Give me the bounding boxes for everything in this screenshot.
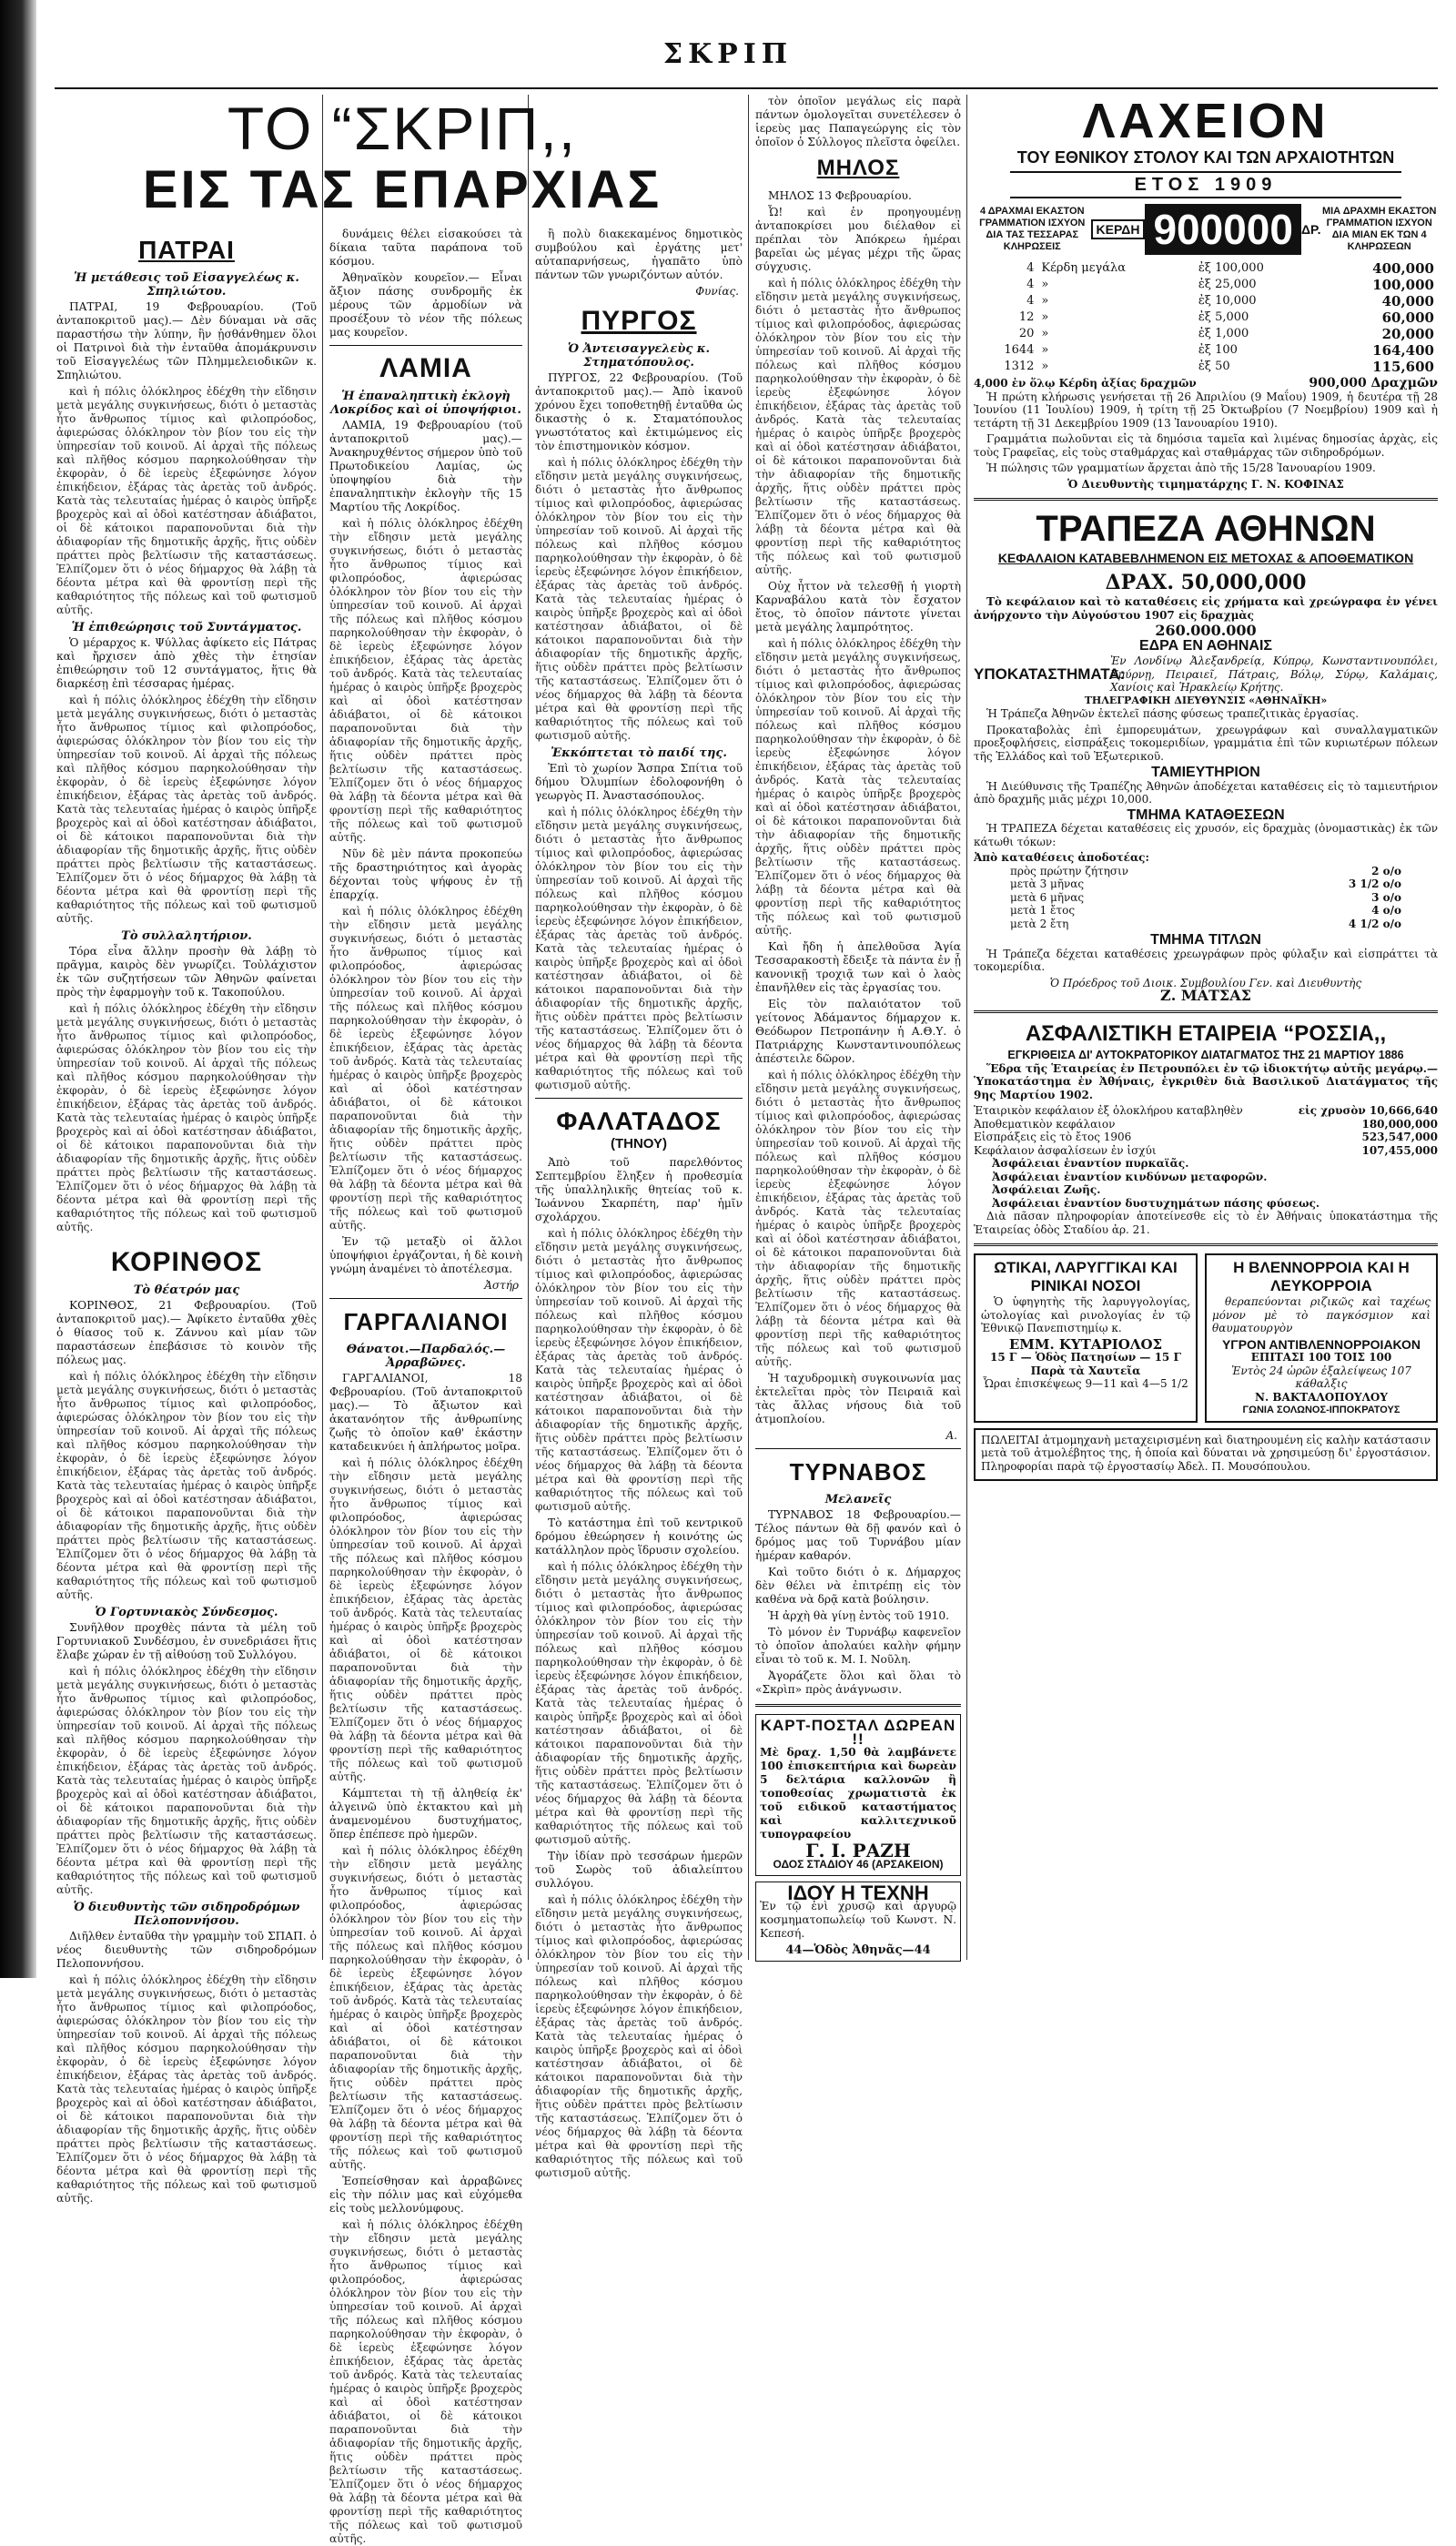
column-rule	[748, 95, 749, 1960]
ad-address: 15 Γ — Ὁδὸς Πατησίων — 15 Γ	[990, 1351, 1181, 1364]
lottery-prize-per: ἐξ 50	[1198, 360, 1230, 373]
lottery-prize-count: 20	[1018, 327, 1035, 340]
article-paragraph: Ἀγοράζετε ὅλοι καὶ ὅλαι τὸ «Σκρὶπ» πρὸς ἀνάγνωσιν.	[755, 1669, 961, 1696]
ad-title: ΩΤΙΚΑΙ, ΛΑΡΥΓΓΙΚΑΙ ΚΑΙ ΡΙΝΙΚΑΙ ΝΟΣΟΙ	[994, 1259, 1178, 1294]
ad-title: ΚΑΡΤ-ΠΟΣΤΑΛ ΔΩΡΕΑΝ !!	[760, 1717, 956, 1748]
article-subhead: Ἡ ἐπαναληπτικὴ ἐκλογὴ Λοκρίδος καὶ οἱ ὑποψήφιοι.	[330, 390, 521, 417]
lottery-prize-row	[974, 277, 1438, 293]
bank-rate-value: 3 1/2 ο/ο	[1348, 877, 1401, 890]
banner-line2: ΕΙΣ ΤΑΣ ΕΠΑΡΧΙΑΣ	[142, 160, 662, 219]
lottery-prize-count: 4	[1026, 278, 1035, 291]
insurance-figure-row	[974, 1131, 1438, 1144]
lottery-prize-per: ἐξ 100,000	[1198, 261, 1264, 275]
bank-seat: ΕΔΡΑ ΕΝ ΑΘΗΝΑΙΣ	[1138, 637, 1272, 654]
divider	[329, 1298, 522, 1299]
article-paragraph: ΛΑΜΙΑ, 19 Φεβρουαρίου (τοῦ ἀνταποκριτοῦ μας).— Ἀνακηρυχθέντος σήμερον ὑπὸ τοῦ Πρωτοδικείου Λαμίας, ὡς ὑποψηφίου διὰ τὴν ἐπαναληπτικὴν ἐκλογὴν τῆς 15 Μαρτίου τῆς Λοκρίδος.	[329, 419, 522, 513]
column-rule	[966, 95, 967, 1960]
bank-rate-row	[974, 904, 1438, 918]
lottery-prize-per: ἐξ 100	[1198, 343, 1238, 357]
ad-title: Η ΒΛΕΝΝΟΡΡΟΙΑ ΚΑΙ Η ΛΕΥΚΟΡΡΟΙΑ	[1233, 1259, 1410, 1294]
article-subhead: Τὸ θέατρόν μας	[133, 1283, 240, 1297]
bank-title: ΤΡΑΠΕΖΑ ΑΘΗΝΩΝ	[1036, 509, 1376, 549]
lottery-prize-row	[974, 293, 1438, 309]
lottery-prize-total: 164,400	[1372, 342, 1434, 359]
column-4	[755, 95, 961, 1961]
bank-rate-row	[974, 877, 1438, 891]
divider	[535, 1098, 743, 1099]
article-paragraph: Ὦ! καὶ ἐν προηγουμένῃ ἀνταποκρίσει μου διέλαθον εἰ πρέπλαι τὸν Ἀπόκρεω ἡμέραι βαρεῖαι ὡς μέγας μέχρι τῆς ὥρας σύγχυσις.	[755, 206, 961, 273]
article-paragraph: ΠΥΡΓΟΣ, 22 Φεβρουαρίου. (Τοῦ ἀνταποκριτοῦ μας).— Ἀπὸ ἱκανοῦ χρόνου ἔχει τοποθετηθῇ ἐνταῦθα ὡς δικαστὴς ὁ κ. Σταματόπουλος γνωστότατος καὶ ἐκτιμώμενος εἰς τὸν ἐπιστημονικὸν κόσμον.	[535, 371, 743, 452]
city-heading-patrai: ΠΑΤΡΑΙ	[138, 236, 235, 264]
ad-ent-doctor	[974, 1253, 1198, 1423]
bank-telegraph: ΤΗΛΕΓΡΑΦΙΚΗ ΔΙΕΥΘΥΝΣΙΣ «ΑΘΗΝΑΪΚΗ»	[1084, 694, 1328, 706]
bank-subtitle: ΚΕΦΑΛΑΙΟΝ ΚΑΤΑΒΕΒΛΗΜΕΝΟΝ ΕΙΣ ΜΕΤΟΧΑΣ & ΑΠΟΘΕΜΑΤΙΚΟΝ	[997, 551, 1414, 565]
insurance-figure-row	[974, 1144, 1438, 1158]
lottery-prize-count: 1644	[1004, 343, 1035, 357]
lottery-prize-table	[974, 260, 1438, 375]
bank-rates-label: Ἀπὸ καταθέσεις ἀποδοτέας:	[974, 851, 1149, 864]
city-heading-gargalianoi: ΓΑΡΓΑΛΙΑΝΟΙ	[343, 1308, 509, 1335]
article-paragraph: Τόρα εἶνα ἄλλην προσὴν θὰ λάβῃ τὸ πρᾶγμα, καιρὸς δὲν γνωρίζει. Τοὐλάχιστον ἐκ τῶν συζητήσεων τῶν Ἀθηνῶν φαίνεται πρὸς τὴν ἐφαρμογὴν τοῦ κ. Τακοπούλου.	[56, 945, 317, 999]
ad-price: ΕΠΙΤΑΣΙ 100 ΤΟΙΣ 100	[1250, 1351, 1392, 1364]
lottery-prize-row	[974, 309, 1438, 326]
lottery-left-note: 4 ΔΡΑΧΜΑΙ ΕΚΑΣΤΟΝ ΓΡΑΜΜΑΤΙΟΝ ΙΣΧΥΟΝ ΔΙΑ ΤΑΣ ΤΕΣΣΑΡΑΣ ΚΛΗΡΩΣΕΙΣ	[979, 206, 1086, 252]
lottery-prize-per: ἐξ 25,000	[1198, 278, 1257, 291]
lottery-prize-row	[974, 260, 1438, 277]
article-paragraph: καὶ ἡ πόλις ὁλόκληρος ἐδέχθη τὴν εἴδησιν μετὰ μεγάλης συγκινήσεως, διότι ὁ μεταστὰς ἦτο ἄνθρωπος τίμιος καὶ φιλοπρόοδος, ἀφιερώσας ὁλόκληρον τὸν βίον του εἰς τὴν ὑπηρεσίαν τοῦ κοινοῦ. Αἱ ἀρχαὶ τῆς πόλεως καὶ πλῆθος κόσμου παρηκολούθησαν τὴν ἐκφορὰν, ὁ δὲ ἱερεὺς ἐξεφώνησε λόγον ἐπικήδειον, ἐξάρας τὰς ἀρετὰς τοῦ ἀνδρός. Κατὰ τὰς τελευταίας ἡμέρας ὁ καιρὸς ὑπῆρξε βροχερὸς καὶ αἱ ὁδοὶ κατέστησαν ἀδιάβατοι, οἱ δὲ κάτοικοι παραπονοῦνται διὰ τὴν ἀδιαφορίαν τῆς δημοτικῆς ἀρχῆς, ἥτις οὐδὲν πράττει πρὸς βελτίωσιν τῆς καταστάσεως. Ἐλπίζομεν ὅτι ὁ νέος δήμαρχος θὰ λάβῃ τὰ δέοντα μέτρα καὶ θὰ φροντίσῃ περὶ τῆς καθαριότητος τῆς πόλεως καὶ τοῦ φωτισμοῦ αὐτῆς.	[329, 1844, 522, 2171]
bank-rate-value: 2 ο/ο	[1371, 864, 1401, 877]
ad-body: θεραπεύονται ριζικῶς καὶ ταχέως μόνον μὲ τὸ παγκόσμιον καὶ θαυματουργὸν	[1212, 1295, 1431, 1334]
lottery-prize-label: »	[1041, 360, 1049, 373]
article-paragraph: Διῆλθεν ἐνταῦθα τὴν γραμμὴν τοῦ ΣΠΑΠ. ὁ νέος διευθυντὴς τῶν σιδηροδρόμων Πελοποννήσου.	[56, 1930, 317, 1970]
insurance-figure-row	[974, 1118, 1438, 1131]
column-3	[535, 228, 743, 2179]
ad-corner: ΓΩΝΙΑ ΣΟΛΩΝΟΣ-ΙΠΠΟΚΡΑΤΟΥΣ	[1242, 1405, 1400, 1415]
insurance-type: Ἀσφάλειαι Ζωῆς.	[992, 1183, 1101, 1196]
article-paragraph: καὶ ἡ πόλις ὁλόκληρος ἐδέχθη τὴν εἴδησιν μετὰ μεγάλης συγκινήσεως, διότι ὁ μεταστὰς ἦτο ἄνθρωπος τίμιος καὶ φιλοπρόοδος, ἀφιερώσας ὁλόκληρον τὸν βίον του εἰς τὴν ὑπηρεσίαν τοῦ κοινοῦ. Αἱ ἀρχαὶ τῆς πόλεως καὶ πλῆθος κόσμου παρηκολούθησαν τὴν ἐκφορὰν, ὁ δὲ ἱερεὺς ἐξεφώνησε λόγον ἐπικήδειον, ἐξάρας τὰς ἀρετὰς τοῦ ἀνδρός. Κατὰ τὰς τελευταίας ἡμέρας ὁ καιρὸς ὑπῆρξε βροχερὸς καὶ αἱ ὁδοὶ κατέστησαν ἀδιάβατοι, οἱ δὲ κάτοικοι παραπονοῦνται διὰ τὴν ἀδιαφορίαν τῆς δημοτικῆς ἀρχῆς, ἥτις οὐδὲν πράττει πρὸς βελτίωσιν τῆς καταστάσεως. Ἐλπίζομεν ὅτι ὁ νέος δήμαρχος θὰ λάβῃ τὰ δέοντα μέτρα καὶ θὰ φροντίσῃ περὶ τῆς καθαριότητος τῆς πόλεως καὶ τοῦ φωτισμοῦ αὐτῆς.	[535, 1893, 743, 2179]
lottery-subtitle: ΤΟΥ ΕΘΝΙΚΟΥ ΣΤΟΛΟΥ ΚΑΙ ΤΩΝ ΑΡΧΑΙΟΤΗΤΩΝ	[1016, 148, 1395, 167]
article-paragraph: καὶ ἡ πόλις ὁλόκληρος ἐδέχθη τὴν εἴδησιν μετὰ μεγάλης συγκινήσεως, διότι ὁ μεταστὰς ἦτο ἄνθρωπος τίμιος καὶ φιλοπρόοδος, ἀφιερώσας ὁλόκληρον τὸν βίον του εἰς τὴν ὑπηρεσίαν τοῦ κοινοῦ. Αἱ ἀρχαὶ τῆς πόλεως καὶ πλῆθος κόσμου παρηκολούθησαν τὴν ἐκφορὰν, ὁ δὲ ἱερεὺς ἐξεφώνησε λόγον ἐπικήδειον, ἐξάρας τὰς ἀρετὰς τοῦ ἀνδρός. Κατὰ τὰς τελευταίας ἡμέρας ὁ καιρὸς ὑπῆρξε βροχερὸς καὶ αἱ ὁδοὶ κατέστησαν ἀδιάβατοι, οἱ δὲ κάτοικοι παραπονοῦνται διὰ τὴν ἀδιαφορίαν τῆς δημοτικῆς ἀρχῆς, ἥτις οὐδὲν πράττει πρὸς βελτίωσιν τῆς καταστάσεως. Ἐλπίζομεν ὅτι ὁ νέος δήμαρχος θὰ λάβῃ τὰ δέοντα μέτρα καὶ θὰ φροντίσῃ περὶ τῆς καθαριότητος τῆς πόλεως καὶ τοῦ φωτισμοῦ αὐτῆς.	[755, 637, 962, 937]
article-paragraph: Εἰς τὸν παλαιότατον τοῦ γείτονος Ἀδάμαντος δήμαρχον κ. Θεόδωρον Πετροπάνην ἡ Α.Θ.Υ. ὁ Πατριάρχης Κωνσταντινουπόλεως ἀπέστειλε δῶρον.	[755, 998, 961, 1065]
lottery-paragraph: Ἡ πώλησις τῶν γραμματίων ἄρχεται ἀπὸ τῆς 15/28 Ἰανουαρίου 1909.	[986, 462, 1376, 474]
article-paragraph: ΓΑΡΓΑΛΙΑΝΟΙ, 18 Φεβρουαρίου. (Τοῦ ἀνταποκριτοῦ μας).— Τὸ ἄξιωτον καὶ ἀκατανόητον τῆς ἀνθρωπίνης ζωῆς τὸ ὁποῖον καθ' ἑκάστην καταδεικνύει ἡ ἀπλήρωτος μοῖρα.	[329, 1372, 522, 1453]
insurance-title: ΑΣΦΑΛΙΣΤΙΚΗ ΕΤΑΙΡΕΙΑ “ΡΟΣΣΙΑ,,	[1025, 1020, 1387, 1046]
insurance-types	[974, 1157, 1438, 1210]
article-paragraph: δυνάμεις θέλει εἰσακούσει τὰ δίκαια ταῦτα παράπονα τοῦ κόσμου.	[329, 228, 522, 268]
lottery-kerdi: ΚΕΡΔΗ	[1091, 219, 1146, 240]
insurance-figure-value: 523,547,000	[1361, 1131, 1438, 1143]
lottery-prize-label: »	[1041, 327, 1049, 340]
city-subheading-tinos: (ΤΗΝΟΥ)	[610, 1136, 668, 1151]
bank-capital-note: Τὸ κεφάλαιον καὶ τὸ καταθέσεις εἰς χρήματα καὶ χρεώγραφα ἐν γένει ἀνήρχοντο τὴν Αὐγούστου 1907 εἰς δραχμὰς	[974, 595, 1438, 622]
article-paragraph: Ὁ μέραρχος κ. Ψύλλας ἀφίκετο εἰς Πάτρας καὶ ἤρχισεν ἀπὸ χθὲς τὴν ἐτησίαν ἐπιθεώρησιν τοῦ 12 συντάγματος, ἥτις θὰ διαρκέσῃ ἐπὶ τέσσαρας ἡμέρας.	[56, 636, 317, 690]
article-paragraph: Ἐν τῷ μεταξὺ οἱ ἄλλοι ὑποψήφιοι ἐργάζονται, ἡ δὲ κοινὴ γνώμη ἀναμένει τὸ ἀποτέλεσμα.	[329, 1235, 522, 1275]
lottery-prize-count: 12	[1018, 310, 1035, 324]
article-paragraph: καὶ ἡ πόλις ὁλόκληρος ἐδέχθη τὴν εἴδησιν μετὰ μεγάλης συγκινήσεως, διότι ὁ μεταστὰς ἦτο ἄνθρωπος τίμιος καὶ φιλοπρόοδος, ἀφιερώσας ὁλόκληρον τὸν βίον του εἰς τὴν ὑπηρεσίαν τοῦ κοινοῦ. Αἱ ἀρχαὶ τῆς πόλεως καὶ πλῆθος κόσμου παρηκολούθησαν τὴν ἐκφορὰν, ὁ δὲ ἱερεὺς ἐξεφώνησε λόγον ἐπικήδειον, ἐξάρας τὰς ἀρετὰς τοῦ ἀνδρός. Κατὰ τὰς τελευταίας ἡμέρας ὁ καιρὸς ὑπῆρξε βροχερὸς καὶ αἱ ὁδοὶ κατέστησαν ἀδιάβατοι, οἱ δὲ κάτοικοι παραπονοῦνται διὰ τὴν ἀδιαφορίαν τῆς δημοτικῆς ἀρχῆς, ἥτις οὐδὲν πράττει πρὸς βελτίωσιν τῆς καταστάσεως. Ἐλπίζομεν ὅτι ὁ νέος δήμαρχος θὰ λάβῃ τὰ δέοντα μέτρα καὶ θὰ φροντίσῃ περὶ τῆς καθαριότητος τῆς πόλεως καὶ τοῦ φωτισμοῦ αὐτῆς.	[329, 1456, 522, 1783]
lottery-unit: ΔΡ.	[1300, 221, 1321, 237]
ad-seller: Ν. ΒΑΚΤΑΛΟΠΟΥΛΟΥ	[1255, 1390, 1388, 1404]
bank-rate-term: μετὰ 1 ἔτος	[1010, 904, 1076, 917]
insurance-figure-value: εἰς χρυσὸν 10,666,640	[1298, 1104, 1438, 1117]
insurance-ad	[974, 1020, 1438, 1237]
ad-product: ΥΓΡΟΝ ΑΝΤΙΒΛΕΝΝΟΡΡΟΙΑΚΟΝ	[1221, 1336, 1421, 1352]
insurance-figure-label: Ἑταιρικὸν κεφάλαιον ἐξ ὁλοκλήρου καταβληθὲν	[974, 1104, 1243, 1117]
article-paragraph: Κάμπτεται τὴ τῇ ἀληθείᾳ ἐκ' ἀλγεινῶ ὑπὸ ἐκτακτου καὶ μὴ ἀναμενομένου δυστυχήματος, ὅπερ ἐπέπεσε πρὸ ἡμερῶν.	[329, 1787, 522, 1841]
ad-jeweller	[755, 1882, 961, 1962]
ad-doctor-name: ΕΜΜ. ΚΥΤΑΡΙΟΛΟΣ	[1008, 1335, 1163, 1353]
article-paragraph: καὶ ἡ πόλις ὁλόκληρος ἐδέχθη τὴν εἴδησιν μετὰ μεγάλης συγκινήσεως, διότι ὁ μεταστὰς ἦτο ἄνθρωπος τίμιος καὶ φιλοπρόοδος, ἀφιερώσας ὁλόκληρον τὸν βίον του εἰς τὴν ὑπηρεσίαν τοῦ κοινοῦ. Αἱ ἀρχαὶ τῆς πόλεως καὶ πλῆθος κόσμου παρηκολούθησαν τὴν ἐκφορὰν, ὁ δὲ ἱερεὺς ἐξεφώνησε λόγον ἐπικήδειον, ἐξάρας τὰς ἀρετὰς τοῦ ἀνδρός. Κατὰ τὰς τελευταίας ἡμέρας ὁ καιρὸς ὑπῆρξε βροχερὸς καὶ αἱ ὁδοὶ κατέστησαν ἀδιάβατοι, οἱ δὲ κάτοικοι παραπονοῦνται διὰ τὴν ἀδιαφορίαν τῆς δημοτικῆς ἀρχῆς, ἥτις οὐδὲν πράττει πρὸς βελτίωσιν τῆς καταστάσεως. Ἐλπίζομεν ὅτι ὁ νέος δήμαρχος θὰ λάβῃ τὰ δέοντα μέτρα καὶ θὰ φροντίσῃ περὶ τῆς καθαριότητος τῆς πόλεως καὶ τοῦ φωτισμοῦ αὐτῆς.	[535, 456, 743, 742]
bank-rate-row	[974, 918, 1438, 931]
article-paragraph: καὶ ἡ πόλις ὁλόκληρος ἐδέχθη τὴν εἴδησιν μετὰ μεγάλης συγκινήσεως, διότι ὁ μεταστὰς ἦτο ἄνθρωπος τίμιος καὶ φιλοπρόοδος, ἀφιερώσας ὁλόκληρον τὸν βίον του εἰς τὴν ὑπηρεσίαν τοῦ κοινοῦ. Αἱ ἀρχαὶ τῆς πόλεως καὶ πλῆθος κόσμου παρηκολούθησαν τὴν ἐκφορὰν, ὁ δὲ ἱερεὺς ἐξεφώνησε λόγον ἐπικήδειον, ἐξάρας τὰς ἀρετὰς τοῦ ἀνδρός. Κατὰ τὰς τελευταίας ἡμέρας ὁ καιρὸς ὑπῆρξε βροχερὸς καὶ αἱ ὁδοὶ κατέστησαν ἀδιάβατοι, οἱ δὲ κάτοικοι παραπονοῦνται διὰ τὴν ἀδιαφορίαν τῆς δημοτικῆς ἀρχῆς, ἥτις οὐδὲν πράττει πρὸς βελτίωσιν τῆς καταστάσεως. Ἐλπίζομεν ὅτι ὁ νέος δήμαρχος θὰ λάβῃ τὰ δέοντα μέτρα καὶ θὰ φροντίσῃ περὶ τῆς καθαριότητος τῆς πόλεως καὶ τοῦ φωτισμοῦ αὐτῆς.	[56, 694, 317, 925]
article-paragraph: Νῦν δὲ μὲν πάντα προκοπεύω τῆς δραστηριότητος καὶ ἀγορὰς δέχονται τοὺς ψήφους ἐν τῇ ἐπαρχίᾳ.	[329, 847, 522, 901]
lottery-ad	[974, 95, 1438, 491]
bank-paragraph: Προκαταβολὰς ἐπὶ ἐμπορευμάτων, χρεωγράφων καὶ συναλλαγματικῶν προεξοφλήσεις, εἰσπράξεις τοκομεριδίων, γραμμάτια ἐπὶ τῶν κυριωτέρων πόλεων τῆς Ἑλλάδος καὶ τοῦ Ἐξωτερικοῦ.	[974, 723, 1438, 763]
article-paragraph: Οὐχ ἧττον νὰ τελεσθῇ ἡ γιορτὴ Καρναβάλου κατὰ τὸν ἔσχατον ἔτος, τὸ ὁποῖον πάντοτε γίνεται μετὰ μεγάλης λαμπρότητος.	[755, 580, 961, 634]
article-paragraph: Συνῆλθον προχθὲς πάντα τὰ μέλη τοῦ Γορτυνιακοῦ Συνδέσμου, ἐν συνεδριάσει ἥτις ἔλαβε χώραν ἐν τῇ αἰθούσῃ τοῦ Συλλόγου.	[56, 1621, 317, 1661]
bank-rate-term: πρὸς πρώτην ζήτησιν	[1010, 864, 1129, 877]
divider	[974, 498, 1438, 501]
signature: Φυνίας.	[695, 285, 739, 298]
lottery-prize-total: 40,000	[1381, 293, 1434, 309]
insurance-figure-row	[974, 1104, 1438, 1118]
lottery-title: ΛΑΧΕΙΟΝ	[1082, 94, 1330, 148]
bank-signature: Ζ. ΜΑΤΣΑΣ	[1160, 987, 1251, 1004]
article-paragraph: ἢ πολὺ διακεκαμένος δημοτικὸς συμβούλου καὶ ἐργάτης μετ' αὐταπαρνήσεως, ἠγαπᾶτο ὑπὸ πάντων τῶν γνωριζόντων αὐτόν.	[535, 228, 743, 281]
bank-rate-value: 4 ο/ο	[1371, 904, 1401, 917]
lottery-prize-total: 20,000	[1381, 326, 1434, 342]
article-subhead: Ὁ διευθυντὴς τῶν σιδηροδρόμων Πελοποννήσου.	[73, 1901, 300, 1928]
lottery-prize-total: 100,000	[1372, 277, 1434, 293]
lottery-amount: 900000	[1145, 204, 1301, 255]
ad-address: ΟΔΟΣ ΣΤΑΔΙΟΥ 46 (ΑΡΣΑΚΕΙΟΝ)	[773, 1858, 944, 1871]
lottery-prize-total: 400,000	[1372, 260, 1434, 277]
article-paragraph: καὶ ἡ πόλις ὁλόκληρος ἐδέχθη τὴν εἴδησιν μετὰ μεγάλης συγκινήσεως, διότι ὁ μεταστὰς ἦτο ἄνθρωπος τίμιος καὶ φιλοπρόοδος, ἀφιερώσας ὁλόκληρον τὸν βίον του εἰς τὴν ὑπηρεσίαν τοῦ κοινοῦ. Αἱ ἀρχαὶ τῆς πόλεως καὶ πλῆθος κόσμου παρηκολούθησαν τὴν ἐκφορὰν, ὁ δὲ ἱερεὺς ἐξεφώνησε λόγον ἐπικήδειον, ἐξάρας τὰς ἀρετὰς τοῦ ἀνδρός. Κατὰ τὰς τελευταίας ἡμέρας ὁ καιρὸς ὑπῆρξε βροχερὸς καὶ αἱ ὁδοὶ κατέστησαν ἀδιάβατοι, οἱ δὲ κάτοικοι παραπονοῦνται διὰ τὴν ἀδιαφορίαν τῆς δημοτικῆς ἀρχῆς, ἥτις οὐδὲν πράττει πρὸς βελτίωσιν τῆς καταστάσεως. Ἐλπίζομεν ὅτι ὁ νέος δήμαρχος θὰ λάβῃ τὰ δέοντα μέτρα καὶ θὰ φροντίσῃ περὶ τῆς καθαριότητος τῆς πόλεως καὶ τοῦ φωτισμοῦ αὐτῆς.	[755, 277, 962, 576]
article-paragraph: καὶ ἡ πόλις ὁλόκληρος ἐδέχθη τὴν εἴδησιν μετὰ μεγάλης συγκινήσεως, διότι ὁ μεταστὰς ἦτο ἄνθρωπος τίμιος καὶ φιλοπρόοδος, ἀφιερώσας ὁλόκληρον τὸν βίον του εἰς τὴν ὑπηρεσίαν τοῦ κοινοῦ. Αἱ ἀρχαὶ τῆς πόλεως καὶ πλῆθος κόσμου παρηκολούθησαν τὴν ἐκφορὰν, ὁ δὲ ἱερεὺς ἐξεφώνησε λόγον ἐπικήδειον, ἐξάρας τὰς ἀρετὰς τοῦ ἀνδρός. Κατὰ τὰς τελευταίας ἡμέρας ὁ καιρὸς ὑπῆρξε βροχερὸς καὶ αἱ ὁδοὶ κατέστησαν ἀδιάβατοι, οἱ δὲ κάτοικοι παραπονοῦνται διὰ τὴν ἀδιαφορίαν τῆς δημοτικῆς ἀρχῆς, ἥτις οὐδὲν πράττει πρὸς βελτίωσιν τῆς καταστάσεως. Ἐλπίζομεν ὅτι ὁ νέος δήμαρχος θὰ λάβῃ τὰ δέοντα μέτρα καὶ θὰ φροντίσῃ περὶ τῆς καθαριότητος τῆς πόλεως καὶ τοῦ φωτισμοῦ αὐτῆς.	[535, 1560, 743, 1846]
signature: Ἀστήρ	[484, 1279, 519, 1292]
ad-title: ΙΔΟΥ Η ΤΕΧΝΗ	[787, 1882, 929, 1904]
ad-body: Μὲ δραχ. 1,50 θὰ λαμβάνετε 100 ἐπισκεπτήρια καὶ δωρεὰν 5 δελτάρια καλλονῶν ἢ τοποθεσίας χρωματιστὰ ἐκ τοῦ ειδικοῦ καταστήματος καὶ καλλιτεχνικοῦ τυπογραφείου	[760, 1746, 956, 1841]
insurance-subtitle: ΕΓΚΡΙΘΕΙΣΑ ΔΙ' ΑΥΤΟΚΡΑΤΟΡΙΚΟΥ ΔΙΑΤΑΓΜΑΤΟΣ ΤΗΣ 21 ΜΑΡΤΙΟΥ 1886	[1007, 1048, 1404, 1061]
article-paragraph: Ἐπὶ τὸ χωρίον Ἄσπρα Σπίτια τοῦ δήμου Ὀλυμπίων ἐδολοφονήθη ὁ γεωργὸς Π. Ἀναστασόπουλος.	[535, 762, 743, 802]
article-paragraph: καὶ ἡ πόλις ὁλόκληρος ἐδέχθη τὴν εἴδησιν μετὰ μεγάλης συγκινήσεως, διότι ὁ μεταστὰς ἦτο ἄνθρωπος τίμιος καὶ φιλοπρόοδος, ἀφιερώσας ὁλόκληρον τὸν βίον του εἰς τὴν ὑπηρεσίαν τοῦ κοινοῦ. Αἱ ἀρχαὶ τῆς πόλεως καὶ πλῆθος κόσμου παρηκολούθησαν τὴν ἐκφορὰν, ὁ δὲ ἱερεὺς ἐξεφώνησε λόγον ἐπικήδειον, ἐξάρας τὰς ἀρετὰς τοῦ ἀνδρός. Κατὰ τὰς τελευταίας ἡμέρας ὁ καιρὸς ὑπῆρξε βροχερὸς καὶ αἱ ὁδοὶ κατέστησαν ἀδιάβατοι, οἱ δὲ κάτοικοι παραπονοῦνται διὰ τὴν ἀδιαφορίαν τῆς δημοτικῆς ἀρχῆς, ἥτις οὐδὲν πράττει πρὸς βελτίωσιν τῆς καταστάσεως. Ἐλπίζομεν ὅτι ὁ νέος δήμαρχος θὰ λάβῃ τὰ δέοντα μέτρα καὶ θὰ φροντίσῃ περὶ τῆς καθαριότητος τῆς πόλεως καὶ τοῦ φωτισμοῦ αὐτῆς.	[329, 905, 522, 1232]
insurance-figure-value: 180,000,000	[1361, 1117, 1438, 1131]
article-subhead: Θάνατοι.—Παρδαλός.—Ἀρραβῶνες.	[346, 1343, 506, 1370]
banner-line1: ΤΟ “ΣΚΡΙΠ,,	[227, 95, 578, 162]
lottery-prize-label: Κέρδη μεγάλα	[1041, 261, 1127, 275]
column-rule	[528, 95, 529, 1960]
article-subhead: Ὁ Γορτυνιακὸς Σύνδεσμος.	[95, 1606, 278, 1619]
bank-savings-text: Ἡ Διεύθυνσις τῆς Τραπέζης Ἀθηνῶν ἀποδέχεται καταθέσεις εἰς τὸ ταμιευτήριον ἀπὸ δραχμῆς μιᾶς μέχρι 10,000.	[974, 779, 1438, 806]
lottery-prize-row	[974, 342, 1438, 359]
lottery-prize-total: 115,600	[1372, 359, 1434, 375]
lottery-sum-label: 4,000 ἐν ὅλῳ Κέρδη ἀξίας δραχμῶν	[974, 377, 1197, 390]
article-paragraph: ΚΟΡΙΝΘΟΣ, 21 Φεβρουαρίου. (Τοῦ ἀνταποκριτοῦ μας).— Ἀφίκετο ἐνταῦθα χθὲς ὁ θίασος τοῦ κ. Ζάννου καὶ μίαν τῶν παραστάσεων ἐπεβάσισε τὸ κοινὸν τῆς πόλεως μας.	[56, 1299, 317, 1366]
bank-capital: ΔΡΑΧ. 50,000,000	[1105, 571, 1307, 594]
article-subhead: Ἡ ἐπιθεώρησις τοῦ Συντάγματος.	[71, 621, 302, 634]
insurance-figure-label: Κεφάλαιον ἀσφαλίσεων ἐν ἰσχύι	[974, 1143, 1157, 1157]
bank-rate-value: 4 1/2 ο/ο	[1348, 917, 1401, 930]
article-subhead: Ὁ Ἀντεισαγγελεὺς κ. Στηματόπουλος.	[567, 342, 711, 370]
lottery-paragraph: Ἡ πρώτη κλήρωσις γενήσεται τῇ 26 Ἀπριλίου (9 Μαΐου) 1909, ἡ δευτέρα τῇ 28 Ἰουνίου (11 Ἰουλίου) 1909, ἡ τρίτη τῇ 25 Ὀκτωβρίου (7 Νοεμβρίου) 1909 καὶ ἡ τετάρτη τῇ 31 Δεκεμβρίου 1909 (13 Ἰανουαρίου 1910).	[974, 390, 1438, 430]
ad-medicine	[1205, 1253, 1438, 1423]
bank-capital-total: 260.000.000	[1155, 622, 1257, 639]
divider	[974, 1010, 1438, 1013]
article-paragraph: Ἀπὸ τοῦ παρελθόντος Σεπτεμβρίου ἔληξεν ἡ προθεσμία τῆς ὑπαλληλικῆς θητείας τοῦ κ. Ἰωάννου Σκαρπέτη, παρ' ἡμῖν σχολάρχου.	[535, 1156, 743, 1223]
article-paragraph: καὶ ἡ πόλις ὁλόκληρος ἐδέχθη τὴν εἴδησιν μετὰ μεγάλης συγκινήσεως, διότι ὁ μεταστὰς ἦτο ἄνθρωπος τίμιος καὶ φιλοπρόοδος, ἀφιερώσας ὁλόκληρον τὸν βίον του εἰς τὴν ὑπηρεσίαν τοῦ κοινοῦ. Αἱ ἀρχαὶ τῆς πόλεως καὶ πλῆθος κόσμου παρηκολούθησαν τὴν ἐκφορὰν, ὁ δὲ ἱερεὺς ἐξεφώνησε λόγον ἐπικήδειον, ἐξάρας τὰς ἀρετὰς τοῦ ἀνδρός. Κατὰ τὰς τελευταίας ἡμέρας ὁ καιρὸς ὑπῆρξε βροχερὸς καὶ αἱ ὁδοὶ κατέστησαν ἀδιάβατοι, οἱ δὲ κάτοικοι παραπονοῦνται διὰ τὴν ἀδιαφορίαν τῆς δημοτικῆς ἀρχῆς, ἥτις οὐδὲν πράττει πρὸς βελτίωσιν τῆς καταστάσεως. Ἐλπίζομεν ὅτι ὁ νέος δήμαρχος θὰ λάβῃ τὰ δέοντα μέτρα καὶ θὰ φροντίσῃ περὶ τῆς καθαριότητος τῆς πόλεως καὶ τοῦ φωτισμοῦ αὐτῆς.	[56, 1370, 317, 1601]
insurance-figure-value: 107,455,000	[1361, 1143, 1438, 1157]
bank-ad	[974, 508, 1438, 1003]
article-paragraph: Τὸ κατάστημα ἐπὶ τοῦ κεντρικοῦ δρόμου ἐθεώρησεν ἡ κοινότης ὡς κατάλληλον πρὸς ἵδρυσιν σχολείου.	[535, 1516, 743, 1557]
lottery-prize-label: »	[1041, 294, 1049, 308]
city-heading-pyrgos: ΠΥΡΓΟΣ	[581, 306, 697, 336]
article-subhead: Ἐκκόπτεται τὸ παιδί της.	[551, 746, 727, 760]
city-heading-korinthos: ΚΟΡΙΝΘΟΣ	[110, 1247, 263, 1277]
article-paragraph: Καὶ τοῦτο διότι ὁ κ. Δήμαρχος δὲν θέλει νὰ ἐπιτρέπῃ εἰς τὸν καθένα νὰ δρᾷ κατὰ βούλησιν.	[755, 1566, 961, 1606]
article-paragraph: ΤΥΡΝΑΒΟΣ 18 Φεβρουαρίου.— Τέλος πάντων θὰ δῇ φανόν καὶ ὁ δρόμος μας τοῦ Τυρνάβου μίαν ἡμέραν καθαρόν.	[755, 1508, 961, 1562]
divider	[755, 1448, 961, 1449]
lottery-prize-label: »	[1041, 343, 1049, 357]
ad-body: ΠΩΛΕΙΤΑΙ ἀτμομηχανὴ μεταχειρισμένη καὶ διατηρουμένη εἰς καλὴν κατάστασιν μετὰ τοῦ ἀτμολέβητος της, ἡ ὁποία καὶ δύναται νὰ χρησιμεύσῃ δι' ἐργοστάσιον. Πληροφορίαι παρὰ τῷ ἐργοστασίῳ Ἀδελ. Π. Μουσόπουλου.	[981, 1433, 1431, 1473]
lottery-prize-per: ἐξ 10,000	[1198, 294, 1257, 308]
ad-body: Ὁ ὑφηγητὴς τῆς λαρυγγολογίας, ὠτολογίας καὶ ρινολογίας ἐν τῷ Ἐθνικῷ Πανεπιστημίῳ κ.	[981, 1295, 1190, 1334]
ad-hours: Ὧραι ἐπισκέψεως 9—11 καὶ 4—5 1/2	[983, 1377, 1188, 1390]
bank-titles-text: Ἡ Τράπεζα δέχεται καταθέσεις χρεωγράφων πρὸς φύλαξιν καὶ εἰσπράττει τὰ τοκομερίδια.	[974, 947, 1438, 973]
lottery-sum-value: 900,000 Δραχμῶν	[1309, 376, 1438, 391]
scan-edge	[0, 0, 36, 1978]
lottery-prize-row	[974, 326, 1438, 342]
article-paragraph: καὶ ἡ πόλις ὁλόκληρος ἐδέχθη τὴν εἴδησιν μετὰ μεγάλης συγκινήσεως, διότι ὁ μεταστὰς ἦτο ἄνθρωπος τίμιος καὶ φιλοπρόοδος, ἀφιερώσας ὁλόκληρον τὸν βίον του εἰς τὴν ὑπηρεσίαν τοῦ κοινοῦ. Αἱ ἀρχαὶ τῆς πόλεως καὶ πλῆθος κόσμου παρηκολούθησαν τὴν ἐκφορὰν, ὁ δὲ ἱερεὺς ἐξεφώνησε λόγον ἐπικήδειον, ἐξάρας τὰς ἀρετὰς τοῦ ἀνδρός. Κατὰ τὰς τελευταίας ἡμέρας ὁ καιρὸς ὑπῆρξε βροχερὸς καὶ αἱ ὁδοὶ κατέστησαν ἀδιάβατοι, οἱ δὲ κάτοικοι παραπονοῦνται διὰ τὴν ἀδιαφορίαν τῆς δημοτικῆς ἀρχῆς, ἥτις οὐδὲν πράττει πρὸς βελτίωσιν τῆς καταστάσεως. Ἐλπίζομεν ὅτι ὁ νέος δήμαρχος θὰ λάβῃ τὰ δέοντα μέτρα καὶ θὰ φροντίσῃ περὶ τῆς καθαριότητος τῆς πόλεως καὶ τοῦ φωτισμοῦ αὐτῆς.	[535, 1227, 743, 1513]
bank-rate-row	[974, 891, 1438, 905]
column-5-ads	[974, 95, 1438, 1961]
lottery-prize-label: »	[1041, 310, 1049, 324]
insurance-figure-label: Εἰσπράξεις εἰς τὸ ἔτος 1906	[974, 1131, 1132, 1143]
insurance-figures	[974, 1104, 1438, 1157]
bank-branches: Ἐν Λονδίνῳ Ἀλεξανδρείᾳ, Κύπρῳ, Κωνσταντινουπόλει, Σμύρνῃ, Πειραιεῖ, Πάτραις, Βόλῳ, Σύρῳ, Καλάμαις, Χανίοις καὶ Ἡρακλείῳ Κρήτης.	[1110, 654, 1438, 694]
article-paragraph: Τὴν ἰδίαν πρὸ τεσσάρων ἡμερῶν τοῦ Σωρὸς τοῦ ἀδιαλείπτου συλλόγου.	[535, 1850, 743, 1890]
insurance-figure-label: Ἀποθεματικὸν κεφάλαιον	[974, 1117, 1116, 1131]
article-paragraph: καὶ ἡ πόλις ὁλόκληρος ἐδέχθη τὴν εἴδησιν μετὰ μεγάλης συγκινήσεως, διότι ὁ μεταστὰς ἦτο ἄνθρωπος τίμιος καὶ φιλοπρόοδος, ἀφιερώσας ὁλόκληρον τὸν βίον του εἰς τὴν ὑπηρεσίαν τοῦ κοινοῦ. Αἱ ἀρχαὶ τῆς πόλεως καὶ πλῆθος κόσμου παρηκολούθησαν τὴν ἐκφορὰν, ὁ δὲ ἱερεὺς ἐξεφώνησε λόγον ἐπικήδειον, ἐξάρας τὰς ἀρετὰς τοῦ ἀνδρός. Κατὰ τὰς τελευταίας ἡμέρας ὁ καιρὸς ὑπῆρξε βροχερὸς καὶ αἱ ὁδοὶ κατέστησαν ἀδιάβατοι, οἱ δὲ κάτοικοι παραπονοῦνται διὰ τὴν ἀδιαφορίαν τῆς δημοτικῆς ἀρχῆς, ἥτις οὐδὲν πράττει πρὸς βελτίωσιν τῆς καταστάσεως. Ἐλπίζομεν ὅτι ὁ νέος δήμαρχος θὰ λάβῃ τὰ δέοντα μέτρα καὶ θὰ φροντίσῃ περὶ τῆς καθαριότητος τῆς πόλεως καὶ τοῦ φωτισμοῦ αὐτῆς.	[56, 385, 317, 616]
article-paragraph: καὶ ἡ πόλις ὁλόκληρος ἐδέχθη τὴν εἴδησιν μετὰ μεγάλης συγκινήσεως, διότι ὁ μεταστὰς ἦτο ἄνθρωπος τίμιος καὶ φιλοπρόοδος, ἀφιερώσας ὁλόκληρον τὸν βίον του εἰς τὴν ὑπηρεσίαν τοῦ κοινοῦ. Αἱ ἀρχαὶ τῆς πόλεως καὶ πλῆθος κόσμου παρηκολούθησαν τὴν ἐκφορὰν, ὁ δὲ ἱερεὺς ἐξεφώνησε λόγον ἐπικήδειον, ἐξάρας τὰς ἀρετὰς τοῦ ἀνδρός. Κατὰ τὰς τελευταίας ἡμέρας ὁ καιρὸς ὑπῆρξε βροχερὸς καὶ αἱ ὁδοὶ κατέστησαν ἀδιάβατοι, οἱ δὲ κάτοικοι παραπονοῦνται διὰ τὴν ἀδιαφορίαν τῆς δημοτικῆς ἀρχῆς, ἥτις οὐδὲν πράττει πρὸς βελτίωσιν τῆς καταστάσεως. Ἐλπίζομεν ὅτι ὁ νέος δήμαρχος θὰ λάβῃ τὰ δέοντα μέτρα καὶ θὰ φροντίσῃ περὶ τῆς καθαριότητος τῆς πόλεως καὶ τοῦ φωτισμοῦ αὐτῆς.	[56, 1002, 317, 1233]
lottery-prize-count: 4	[1026, 294, 1035, 308]
article-paragraph: Ἐσπείσθησαν καὶ ἀρραβῶνες εἰς τὴν πόλιν μας καὶ εὐχόμεθα εἰς τοὺς μελλονύμφους.	[329, 2175, 522, 2215]
lottery-right-note: ΜΙΑ ΔΡΑΧΜΗ ΕΚΑΣΤΟΝ ΓΡΑΜΜΑΤΙΟΝ ΙΣΧΥΟΝ ΔΙΑ ΜΙΑΝ ΕΚ ΤΩΝ 4 ΚΛΗΡΩΣΕΩΝ	[1321, 206, 1437, 252]
article-paragraph: καὶ ἡ πόλις ὁλόκληρος ἐδέχθη τὴν εἴδησιν μετὰ μεγάλης συγκινήσεως, διότι ὁ μεταστὰς ἦτο ἄνθρωπος τίμιος καὶ φιλοπρόοδος, ἀφιερώσας ὁλόκληρον τὸν βίον του εἰς τὴν ὑπηρεσίαν τοῦ κοινοῦ. Αἱ ἀρχαὶ τῆς πόλεως καὶ πλῆθος κόσμου παρηκολούθησαν τὴν ἐκφορὰν, ὁ δὲ ἱερεὺς ἐξεφώνησε λόγον ἐπικήδειον, ἐξάρας τὰς ἀρετὰς τοῦ ἀνδρός. Κατὰ τὰς τελευταίας ἡμέρας ὁ καιρὸς ὑπῆρξε βροχερὸς καὶ αἱ ὁδοὶ κατέστησαν ἀδιάβατοι, οἱ δὲ κάτοικοι παραπονοῦνται διὰ τὴν ἀδιαφορίαν τῆς δημοτικῆς ἀρχῆς, ἥτις οὐδὲν πράττει πρὸς βελτίωσιν τῆς καταστάσεως. Ἐλπίζομεν ὅτι ὁ νέος δήμαρχος θὰ λάβῃ τὰ δέοντα μέτρα καὶ θὰ φροντίσῃ περὶ τῆς καθαριότητος τῆς πόλεως καὶ τοῦ φωτισμοῦ αὐτῆς.	[56, 1665, 317, 1896]
article-paragraph: καὶ ἡ πόλις ὁλόκληρος ἐδέχθη τὴν εἴδησιν μετὰ μεγάλης συγκινήσεως, διότι ὁ μεταστὰς ἦτο ἄνθρωπος τίμιος καὶ φιλοπρόοδος, ἀφιερώσας ὁλόκληρον τὸν βίον του εἰς τὴν ὑπηρεσίαν τοῦ κοινοῦ. Αἱ ἀρχαὶ τῆς πόλεως καὶ πλῆθος κόσμου παρηκολούθησαν τὴν ἐκφορὰν, ὁ δὲ ἱερεὺς ἐξεφώνησε λόγον ἐπικήδειον, ἐξάρας τὰς ἀρετὰς τοῦ ἀνδρός. Κατὰ τὰς τελευταίας ἡμέρας ὁ καιρὸς ὑπῆρξε βροχερὸς καὶ αἱ ὁδοὶ κατέστησαν ἀδιάβατοι, οἱ δὲ κάτοικοι παραπονοῦνται διὰ τὴν ἀδιαφορίαν τῆς δημοτικῆς ἀρχῆς, ἥτις οὐδὲν πράττει πρὸς βελτίωσιν τῆς καταστάσεως. Ἐλπίζομεν ὅτι ὁ νέος δήμαρχος θὰ λάβῃ τὰ δέοντα μέτρα καὶ θὰ φροντίσῃ περὶ τῆς καθαριότητος τῆς πόλεως καὶ τοῦ φωτισμοῦ αὐτῆς.	[329, 517, 522, 844]
lottery-prize-per: ἐξ 1,000	[1198, 327, 1249, 340]
bank-rate-term: μετὰ 2 ἔτη	[1010, 917, 1069, 930]
article-paragraph: Ἡ ἀρχὴ θὰ γίνῃ ἐντὸς τοῦ 1910.	[768, 1609, 949, 1622]
city-heading-tyrnavos: ΤΥΡΝΑΒΟΣ	[789, 1458, 927, 1486]
article-paragraph: καὶ ἡ πόλις ὁλόκληρος ἐδέχθη τὴν εἴδησιν μετὰ μεγάλης συγκινήσεως, διότι ὁ μεταστὰς ἦτο ἄνθρωπος τίμιος καὶ φιλοπρόοδος, ἀφιερώσας ὁλόκληρον τὸν βίον του εἰς τὴν ὑπηρεσίαν τοῦ κοινοῦ. Αἱ ἀρχαὶ τῆς πόλεως καὶ πλῆθος κόσμου παρηκολούθησαν τὴν ἐκφορὰν, ὁ δὲ ἱερεὺς ἐξεφώνησε λόγον ἐπικήδειον, ἐξάρας τὰς ἀρετὰς τοῦ ἀνδρός. Κατὰ τὰς τελευταίας ἡμέρας ὁ καιρὸς ὑπῆρξε βροχερὸς καὶ αἱ ὁδοὶ κατέστησαν ἀδιάβατοι, οἱ δὲ κάτοικοι παραπονοῦνται διὰ τὴν ἀδιαφορίαν τῆς δημοτικῆς ἀρχῆς, ἥτις οὐδὲν πράττει πρὸς βελτίωσιν τῆς καταστάσεως. Ἐλπίζομεν ὅτι ὁ νέος δήμαρχος θὰ λάβῃ τὰ δέοντα μέτρα καὶ θὰ φροντίσῃ περὶ τῆς καθαριότητος τῆς πόλεως καὶ τοῦ φωτισμοῦ αὐτῆς.	[56, 1973, 317, 2205]
lottery-prize-count: 1312	[1004, 360, 1035, 373]
bank-sign-label: Ὁ Πρόεδρος τοῦ Διοικ. Συμβουλίου Γεν. καὶ Διευθυντὴς	[1049, 976, 1362, 989]
bank-rate-row	[974, 865, 1438, 878]
masthead: ΣΚΡΙΠ	[662, 38, 794, 70]
article-subhead: Μελανεῖς	[824, 1493, 892, 1506]
bank-paragraph: Ἡ Τράπεζα Ἀθηνῶν ἐκτελεῖ πάσης φύσεως τραπεζιτικὰς ἐργασίας.	[986, 707, 1360, 720]
lottery-prize-total: 60,000	[1381, 309, 1434, 326]
column-rule	[322, 95, 323, 1960]
lottery-prize-row	[974, 359, 1438, 375]
article-paragraph: καὶ ἡ πόλις ὁλόκληρος ἐδέχθη τὴν εἴδησιν μετὰ μεγάλης συγκινήσεως, διότι ὁ μεταστὰς ἦτο ἄνθρωπος τίμιος καὶ φιλοπρόοδος, ἀφιερώσας ὁλόκληρον τὸν βίον του εἰς τὴν ὑπηρεσίαν τοῦ κοινοῦ. Αἱ ἀρχαὶ τῆς πόλεως καὶ πλῆθος κόσμου παρηκολούθησαν τὴν ἐκφορὰν, ὁ δὲ ἱερεὺς ἐξεφώνησε λόγον ἐπικήδειον, ἐξάρας τὰς ἀρετὰς τοῦ ἀνδρός. Κατὰ τὰς τελευταίας ἡμέρας ὁ καιρὸς ὑπῆρξε βροχερὸς καὶ αἱ ὁδοὶ κατέστησαν ἀδιάβατοι, οἱ δὲ κάτοικοι παραπονοῦνται διὰ τὴν ἀδιαφορίαν τῆς δημοτικῆς ἀρχῆς, ἥτις οὐδὲν πράττει πρὸς βελτίωσιν τῆς καταστάσεως. Ἐλπίζομεν ὅτι ὁ νέος δήμαρχος θὰ λάβῃ τὰ δέοντα μέτρα καὶ θὰ φροντίσῃ περὶ τῆς καθαριότητος τῆς πόλεως καὶ τοῦ φωτισμοῦ αὐτῆς.	[755, 1069, 962, 1368]
ad-address: 44—Ὁδὸς Ἀθηνᾶς—44	[785, 1943, 931, 1957]
bank-deposits-title: ΤΜΗΜΑ ΚΑΤΑΘΕΣΕΩΝ	[1127, 806, 1285, 823]
article-paragraph: Καὶ ἤδη ἡ ἀπελθοῦσα Ἁγία Τεσσαρακοστὴ ἔδειξε τὰ πάντα ἐν ᾗ κανονικῇ τροχιᾷ των καὶ ὁ λαὸς ἐπανῆλθεν εἰς τὰς ἐργασίας του.	[755, 940, 961, 994]
ad-body: Ἐν τῷ ἐνὶ χρυσῷ καὶ ἀργυρῷ κοσμηματοπωλείῳ τοῦ Κωνστ. Ν. Κεπεσή.	[760, 1900, 956, 1940]
article-subhead: Ἡ μετάθεσις τοῦ Εἰσαγγελέως κ. Σπηλιώτου.	[74, 271, 299, 299]
bank-titles-title: ΤΜΗΜΑ ΤΙΤΛΩΝ	[1150, 932, 1261, 948]
lottery-year: ΕΤΟΣ 1909	[1010, 171, 1401, 198]
bank-deposits-text: Ἡ ΤΡΑΠΕΖΑ δέχεται καταθέσεις εἰς χρυσόν, εἰς δραχμὰς (ὀνομαστικὰς) ἐκ τῶν κάτωθι τόκων:	[974, 822, 1438, 848]
divider	[755, 1704, 961, 1707]
lottery-prize-label: »	[1041, 278, 1049, 291]
article-paragraph: ΠΑΤΡΑΙ, 19 Φεβρουαρίου. (Τοῦ ἀνταποκριτοῦ μας).— Δὲν δύναμαι νὰ σᾶς παραστήσω τὴν λύπην, ἣν ᾐσθάνθημεν ὅλοι οἱ Πατρινοὶ διὰ τὴν ἐνταῦθα ἀπομάκρυνσιν τοῦ Εἰσαγγελέως τῶν Πλημμελειοδικῶν κ. Σπηλιώτου.	[56, 300, 317, 381]
bank-savings-title: ΤΑΜΙΕΥΤΗΡΙΟΝ	[1151, 765, 1260, 780]
divider	[329, 345, 522, 346]
bank-rate-term: μετὰ 3 μῆνας	[1010, 877, 1085, 890]
article-paragraph: τὸν ὁποῖον μεγάλως εἰς παρὰ πάντων ὁμολογεῖται συνετέλεσεν ὁ ἱερεὺς μας Παπαγεώργης εἰς τὸν ὁποῖον ὁ Σύλλογος πλεῖστα ὀφείλει.	[755, 95, 961, 148]
ad-postcards	[755, 1714, 961, 1876]
city-heading-lamia: ΛΑΜΙΑ	[379, 353, 472, 383]
lottery-prize-per: ἐξ 5,000	[1198, 310, 1249, 324]
article-paragraph: Ἀθηναϊκὸν κουρεῖον.— Εἶναι ἄξιον πάσης συνδρομῆς ἐκ μέρους τῶν ἀρμοδίων νὰ προσέξουν τὸ νέον τῆς πόλεως μας κουρεῖον.	[329, 271, 522, 339]
bank-rates-list	[974, 865, 1438, 931]
insurance-footer: Διὰ πᾶσαν πληροφορίαν ἀποτείνεσθε εἰς τὸ ἐν Ἀθήναις ὑποκατάστημα τῆς Ἑταιρείας ὁδὸς Σταδίου ἀρ. 21.	[974, 1210, 1438, 1236]
article-paragraph: Τὸ μόνον ἐν Τυρνάβῳ καφενεῖον τὸ ὁποῖον ἀπολαύει καλὴν φήμην εἶναι τὸ τοῦ κ. Μ. Ι. Νοῦλη.	[755, 1626, 961, 1666]
article-subhead: Τὸ συλλαλητήριον.	[121, 929, 252, 943]
article-paragraph: Ἡ ταχυδρομικὴ συγκοινωνία μας ἐκτελεῖται πρὸς τὸν Πειραιᾶ καὶ τὰς ἄλλας νήσους διὰ τοῦ ἀτμοπλοίου.	[755, 1372, 961, 1425]
lottery-signature: Ὁ Διευθυντὴς τιμηματάρχης Γ. Ν. ΚΟΦΙΝΑΣ	[1067, 477, 1344, 491]
insurance-type: Ἀσφάλειαι ἐναντίον κινδύνων μεταφορῶν.	[992, 1170, 1268, 1183]
bank-branches-label: ΥΠΟΚΑΤΑΣΤΗΜΑΤΑ:	[974, 664, 1126, 683]
ad-note: Ἐντὸς 24 ὡρῶν ἐξαλείψεως 107 κάθαλξις	[1231, 1364, 1411, 1390]
insurance-type: Ἀσφάλειαι ἐναντίον πυρκαϊᾶς.	[992, 1157, 1189, 1170]
lottery-paragraph: Γραμμάτια πωλοῦνται εἰς τὰ δημόσια ταμεῖα καὶ λιμένας δημοσίας ἀρχὰς, εἰς τοὺς Γραφεῖας, εἰς τοὺς σταθμάρχας καὶ σταθμάρχας τῶν σιδηροδρόμων.	[974, 432, 1438, 459]
bank-rate-value: 3 ο/ο	[1371, 890, 1401, 904]
article-paragraph: καὶ ἡ πόλις ὁλόκληρος ἐδέχθη τὴν εἴδησιν μετὰ μεγάλης συγκινήσεως, διότι ὁ μεταστὰς ἦτο ἄνθρωπος τίμιος καὶ φιλοπρόοδος, ἀφιερώσας ὁλόκληρον τὸν βίον του εἰς τὴν ὑπηρεσίαν τοῦ κοινοῦ. Αἱ ἀρχαὶ τῆς πόλεως καὶ πλῆθος κόσμου παρηκολούθησαν τὴν ἐκφορὰν, ὁ δὲ ἱερεὺς ἐξεφώνησε λόγον ἐπικήδειον, ἐξάρας τὰς ἀρετὰς τοῦ ἀνδρός. Κατὰ τὰς τελευταίας ἡμέρας ὁ καιρὸς ὑπῆρξε βροχερὸς καὶ αἱ ὁδοὶ κατέστησαν ἀδιάβατοι, οἱ δὲ κάτοικοι παραπονοῦνται διὰ τὴν ἀδιαφορίαν τῆς δημοτικῆς ἀρχῆς, ἥτις οὐδὲν πράττει πρὸς βελτίωσιν τῆς καταστάσεως. Ἐλπίζομεν ὅτι ὁ νέος δήμαρχος θὰ λάβῃ τὰ δέοντα μέτρα καὶ θὰ φροντίσῃ περὶ τῆς καθαριότητος τῆς πόλεως καὶ τοῦ φωτισμοῦ αὐτῆς.	[329, 2218, 522, 2545]
signature: Α.	[945, 1429, 957, 1442]
column-2	[329, 228, 522, 2545]
city-heading-milos: ΜΗΛΟΣ	[816, 156, 900, 180]
ad-machine-sale	[974, 1428, 1438, 1482]
lottery-prize-count: 4	[1026, 261, 1035, 275]
insurance-type: Ἀσφάλειαι ἐναντίον δυστυχημάτων πάσης φύσεως.	[992, 1196, 1320, 1210]
insurance-intro: Ἕδρα τῆς Ἑταιρείας ἐν Πετρουπόλει ἐν τῷ ἰδιοκτήτῳ αὐτῆς μεγάρῳ.— Ὑποκατάστημα ἐν Ἀθήναις, ἐγκριθὲν διὰ Βασιλικοῦ Διατάγματος τῆς 9ης Μαρτίου 1902.	[974, 1061, 1438, 1101]
bank-rate-term: μετὰ 6 μῆνας	[1010, 890, 1085, 904]
banner	[56, 96, 748, 220]
city-heading-falatados: ΦΑΛΑΤΑΔΟΣ	[556, 1107, 722, 1135]
column-1	[56, 228, 317, 2205]
ad-place: Παρὰ τὰ Χαυτεῖα	[1030, 1364, 1141, 1377]
divider	[974, 1243, 1438, 1246]
article-paragraph: ΜΗΛΟΣ 13 Φεβρουαρίου.	[768, 189, 912, 202]
article-paragraph: καὶ ἡ πόλις ὁλόκληρος ἐδέχθη τὴν εἴδησιν μετὰ μεγάλης συγκινήσεως, διότι ὁ μεταστὰς ἦτο ἄνθρωπος τίμιος καὶ φιλοπρόοδος, ἀφιερώσας ὁλόκληρον τὸν βίον του εἰς τὴν ὑπηρεσίαν τοῦ κοινοῦ. Αἱ ἀρχαὶ τῆς πόλεως καὶ πλῆθος κόσμου παρηκολούθησαν τὴν ἐκφορὰν, ὁ δὲ ἱερεὺς ἐξεφώνησε λόγον ἐπικήδειον, ἐξάρας τὰς ἀρετὰς τοῦ ἀνδρός. Κατὰ τὰς τελευταίας ἡμέρας ὁ καιρὸς ὑπῆρξε βροχερὸς καὶ αἱ ὁδοὶ κατέστησαν ἀδιάβατοι, οἱ δὲ κάτοικοι παραπονοῦνται διὰ τὴν ἀδιαφορίαν τῆς δημοτικῆς ἀρχῆς, ἥτις οὐδὲν πράττει πρὸς βελτίωσιν τῆς καταστάσεως. Ἐλπίζομεν ὅτι ὁ νέος δήμαρχος θὰ λάβῃ τὰ δέοντα μέτρα καὶ θὰ φροντίσῃ περὶ τῆς καθαριότητος τῆς πόλεως καὶ τοῦ φωτισμοῦ αὐτῆς.	[535, 806, 743, 1091]
top-rule	[55, 87, 1438, 89]
ad-name: Γ. Ι. ΡΑΖΗ	[805, 1840, 911, 1861]
